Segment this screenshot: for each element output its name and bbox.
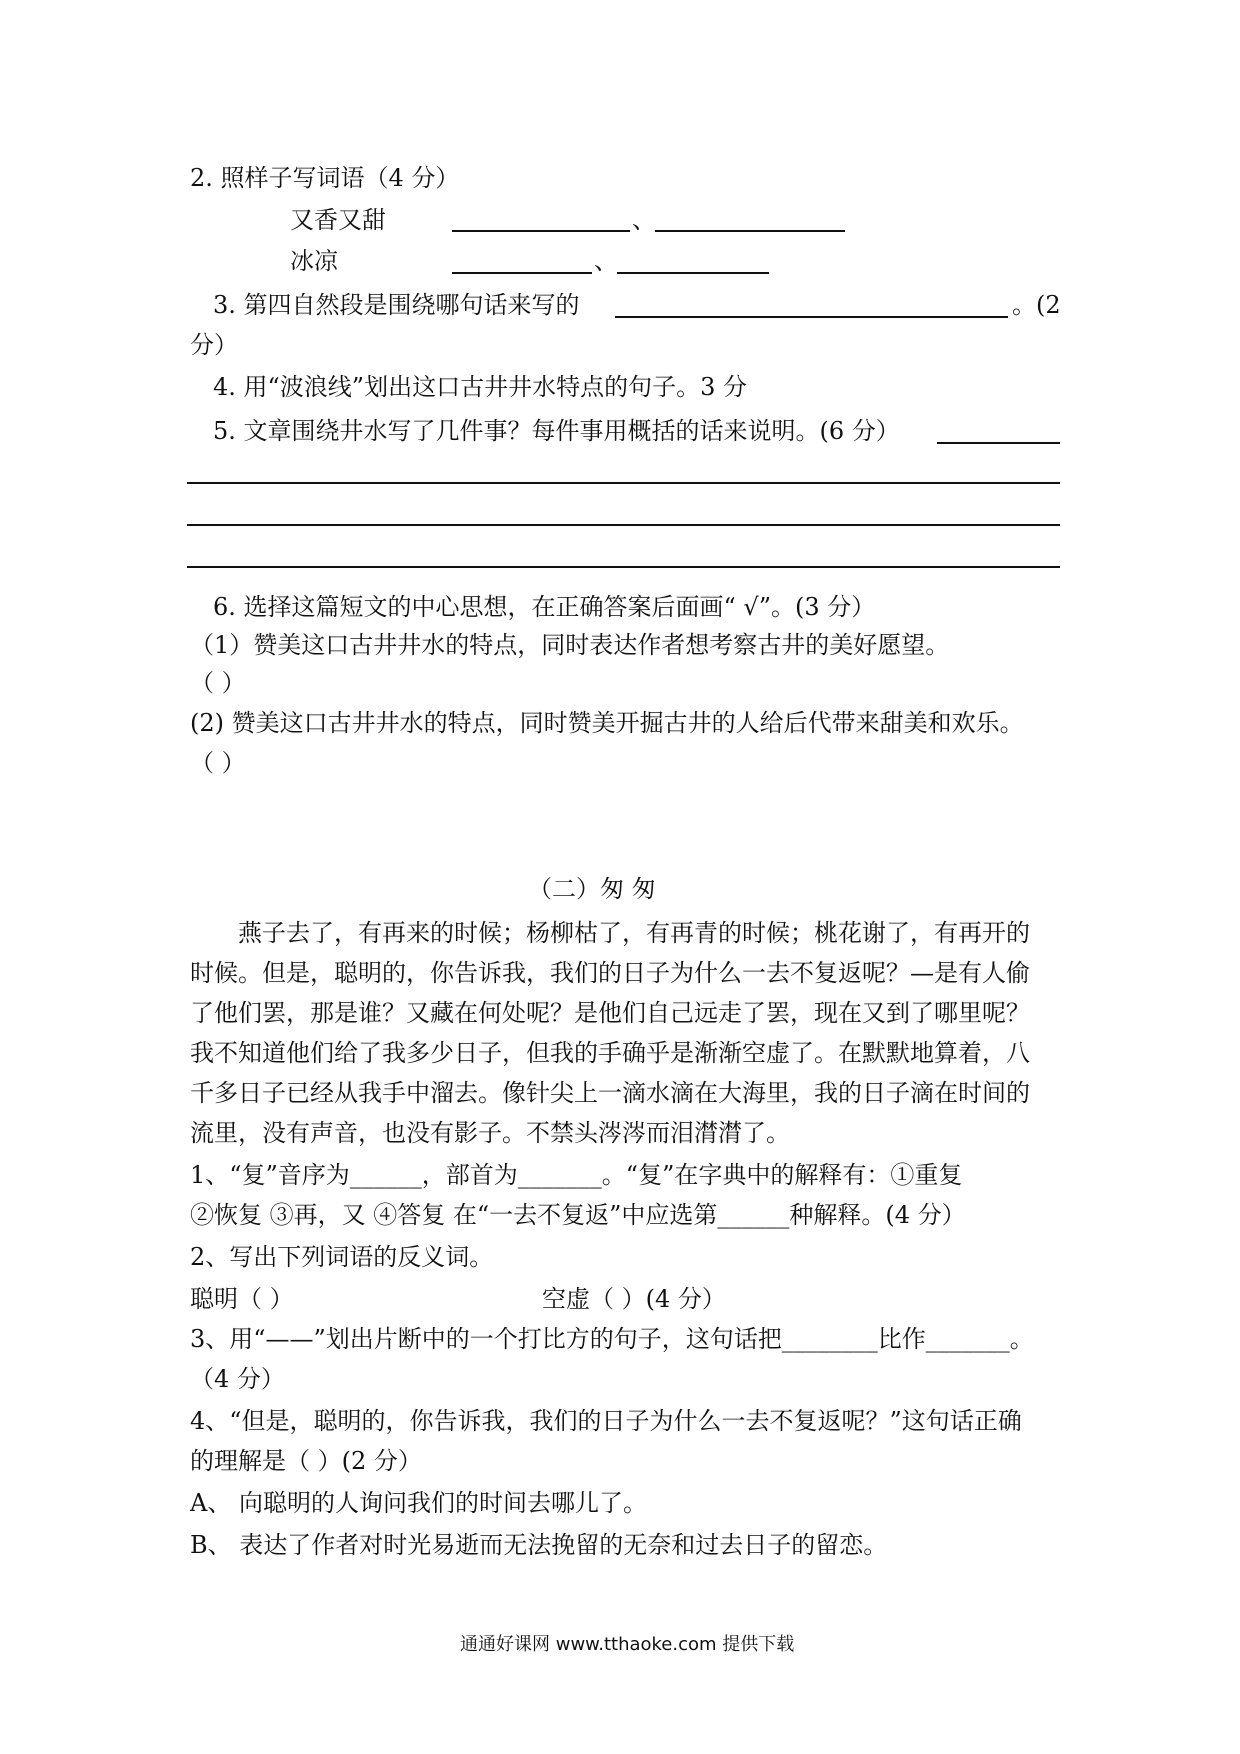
q3-score-a: 。(2 xyxy=(1012,291,1061,319)
p2-q4-line-1: 4、“但是，聪明的，你告诉我，我们的日子为什么一去不复返呢？”这句话正确 xyxy=(190,1407,1022,1435)
p2-q2-item-a: 聪明（ ） xyxy=(190,1285,294,1313)
q3-prompt: 3. 第四自然段是围绕哪句话来写的 xyxy=(213,291,580,319)
q5-blank-1[interactable] xyxy=(187,482,1060,484)
p2-q4-line-2: 的理解是（ ）(2 分） xyxy=(190,1447,422,1475)
p2-q3-line-2: （4 分） xyxy=(190,1365,285,1393)
p2-q4-option-b: B、 表达了作者对时光易逝而无法挽留的无奈和过去日子的留恋。 xyxy=(190,1531,888,1559)
p2-q3-line-1: 3、用“——”划出片断中的一个打比方的句子，这句话把________比作_______。 xyxy=(190,1325,1034,1353)
q2-blank-1b[interactable] xyxy=(655,230,845,232)
q5-prompt: 5. 文章围绕井水写了几件事？每件事用概括的话来说明。(6 分） xyxy=(213,417,900,445)
p2-q4-option-a: A、 向聪明的人询问我们的时间去哪儿了。 xyxy=(190,1489,647,1517)
passage-line-2: 时候。但是，聪明的，你告诉我，我们的日子为什么一去不复返呢？—是有人偷 xyxy=(190,959,1030,987)
q6-option-2: (2) 赞美这口古井井水的特点，同时赞美开掘古井的人给后代带来甜美和欢乐。 xyxy=(190,709,1024,737)
p2-q2-prompt: 2、写出下列词语的反义词。 xyxy=(190,1243,494,1271)
q6-prompt: 6. 选择这篇短文的中心思想，在正确答案后面画“ √”。(3 分） xyxy=(213,593,876,621)
q2-sep-2: 、 xyxy=(594,247,618,275)
q5-blank-3[interactable] xyxy=(187,566,1060,568)
q6-option-1-answer[interactable]: （ ） xyxy=(190,669,246,697)
q4-prompt: 4. 用“波浪线”划出这口古井井水特点的句子。3 分 xyxy=(213,373,747,401)
q6-option-1: （1）赞美这口古井井水的特点，同时表达作者想考察古井的美好愿望。 xyxy=(190,631,950,659)
q2-sep-1: 、 xyxy=(632,206,656,234)
passage-line-1: 燕子去了，有再来的时候；杨柳枯了，有再青的时候；桃花谢了，有再开的 xyxy=(238,919,1030,947)
q2-blank-2b[interactable] xyxy=(617,272,769,274)
q2-example-2: 冰凉 xyxy=(290,247,338,275)
p2-q1-line-1: 1、“复”音序为______，部首为_______。“复”在字典中的解释有：①重复 xyxy=(190,1161,963,1189)
p2-q1-line-2: ②恢复 ③再，又 ④答复 在“一去不复返”中应选第______种解释。(4 分） xyxy=(190,1201,966,1229)
passage-line-5: 千多日子已经从我手中溜去。像针尖上一滴水滴在大海里，我的日子滴在时间的 xyxy=(190,1079,1030,1107)
passage-line-3: 了他们罢，那是谁？又藏在何处呢？是他们自己远走了罢，现在又到了哪里呢？ xyxy=(190,999,1030,1027)
q2-blank-2a[interactable] xyxy=(452,272,592,274)
q5-blank-0[interactable] xyxy=(937,442,1060,444)
q5-blank-2[interactable] xyxy=(187,524,1060,526)
page-footer: 通通好课网 www.tthaoke.com 提供下载 xyxy=(460,1634,795,1655)
passage-line-6: 流里，没有声音，也没有影子。不禁头涔涔而泪潸潸了。 xyxy=(190,1119,790,1147)
passage-title: （二）匆 匆 xyxy=(528,875,656,903)
q6-option-2-answer[interactable]: （ ） xyxy=(190,749,246,777)
q2-blank-1a[interactable] xyxy=(452,230,630,232)
q2-prompt: 2. 照样子写词语（4 分） xyxy=(190,164,460,192)
q2-example-1: 又香又甜 xyxy=(290,206,386,234)
q3-blank[interactable] xyxy=(615,316,1008,318)
q3-score-b: 分） xyxy=(190,331,238,359)
passage-line-4: 我不知道他们给了我多少日子，但我的手确乎是渐渐空虚了。在默默地算着，八 xyxy=(190,1039,1030,1067)
p2-q2-item-b: 空虚（ ）(4 分） xyxy=(542,1285,726,1313)
